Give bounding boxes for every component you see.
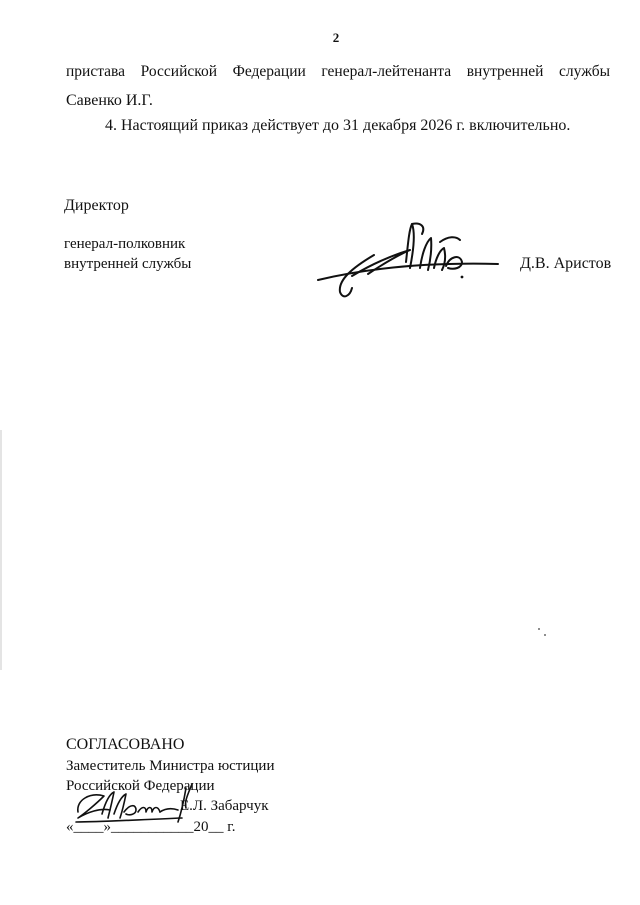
director-rank-line-2: внутренней службы: [64, 256, 192, 272]
director-rank-line-1: генерал-полковник: [64, 236, 186, 252]
director-signature: [310, 218, 510, 303]
approval-heading: СОГЛАСОВАНО: [66, 736, 185, 753]
scan-speck: [538, 628, 540, 630]
deputy-minister-signature: [74, 778, 204, 830]
approval-date-line: «____»___________20__ г.: [66, 819, 236, 835]
paragraph-line-1: пристава Российской Федерации генерал-лейтенанта внутренней службы: [66, 63, 610, 80]
page-number: 2: [332, 30, 340, 45]
approval-position-line-2: Российской Федерации: [66, 778, 215, 794]
scan-edge-shadow: [0, 430, 2, 670]
scan-speck: [544, 634, 546, 636]
director-title: Директор: [64, 197, 129, 214]
paragraph-line-2: Савенко И.Г.: [66, 92, 153, 109]
clause-4: 4. Настоящий приказ действует до 31 декабря 2026 г. включительно.: [105, 117, 571, 134]
director-name: Д.В. Аристов: [520, 255, 612, 272]
approval-position-line-1: Заместитель Министра юстиции: [66, 758, 275, 774]
approval-name: Е.Л. Забарчук: [180, 798, 269, 814]
